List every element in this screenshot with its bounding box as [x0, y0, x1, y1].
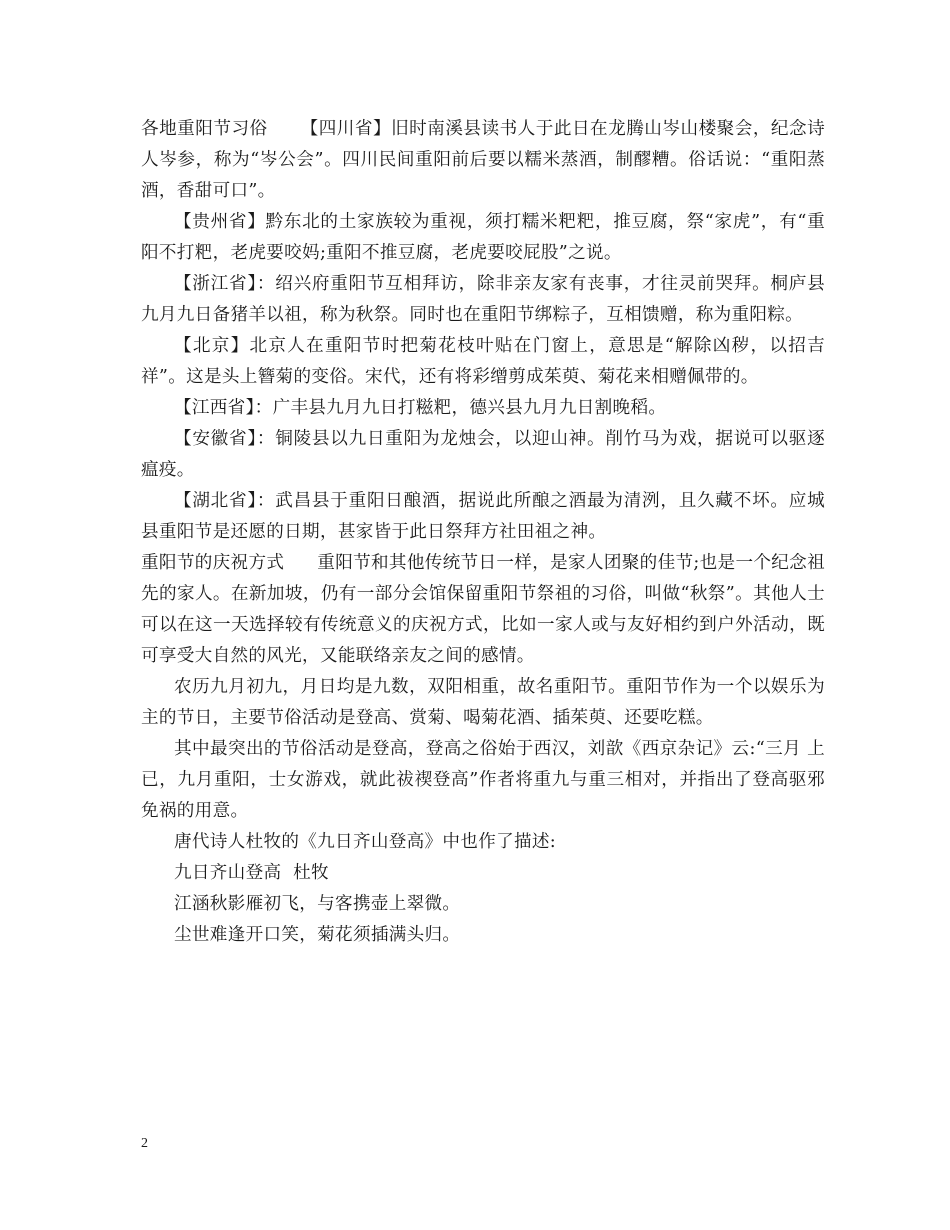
customs-guizhou-paragraph: 【贵州省】黔东北的土家族较为重视，须打糯米粑粑，推豆腐，祭“家虎”，有“重阳不打粑，老虎要咬妈;重阳不推豆腐，老虎要咬屁股”之说。	[141, 212, 825, 263]
poem-line-1: 江涵秋影雁初飞，与客携壶上翠微。	[174, 894, 461, 914]
customs-jiangxi-paragraph: 【江西省】：广丰县九月九日打糍粑，德兴县九月九日割晚稻。	[174, 398, 667, 418]
poem-line-2: 尘世难逢开口笑，菊花须插满头归。	[174, 925, 461, 945]
customs-sichuan-text: 【四川省】旧时南溪县读书人于此日在龙腾山岑山楼聚会，纪念诗人岑参，称为“岑公会”。四川民间重阳前后要以糯米蒸酒，制醪糟。俗话说：“重阳蒸酒，香甜可口”。	[141, 119, 825, 201]
customs-hubei-paragraph: 【湖北省】：武昌县于重阳日酿酒，据说此所酿之酒最为清洌，且久藏不坏。应城县重阳节是还愿的日期，甚家皆于此日祭拜方社田祖之神。	[141, 491, 825, 542]
customs-intro-paragraph	[141, 114, 825, 207]
customs-beijing-paragraph: 【北京】北京人在重阳节时把菊花枝叶贴在门窗上，意思是“解除凶秽，以招吉祥”。这是头上簪菊的变俗。宋代，还有将彩缯剪成茱萸、菊花来相赠佩带的。	[141, 336, 825, 387]
celebration-section-heading: 重阳节的庆祝方式	[141, 553, 285, 573]
page-number: 2	[141, 1136, 148, 1151]
celebration-double-ninth-paragraph: 农历九月初九，月日均是九数，双阳相重，故名重阳节。重阳节作为一个以娱乐为主的节日，主要节俗活动是登高、赏菊、喝菊花酒、插茱萸、还要吃糕。	[141, 677, 825, 728]
page-body	[141, 114, 825, 951]
celebration-intro-paragraph	[141, 548, 825, 672]
customs-section-heading: 各地重阳节习俗	[141, 119, 268, 139]
celebration-dumu-paragraph: 唐代诗人杜牧的《九日齐山登高》中也作了描述:	[174, 832, 556, 852]
celebration-climbing-paragraph: 其中最突出的节俗活动是登高，登高之俗始于西汉，刘歆《西京杂记》云:“三月 上已，九月重阳，士女游戏，就此祓禊登高”作者将重九与重三相对，并指出了登高驱邪免祸的用意。	[141, 739, 825, 821]
customs-anhui-paragraph: 【安徽省】：铜陵县以九日重阳为龙烛会，以迎山神。削竹马为戏，据说可以驱逐瘟疫。	[141, 429, 825, 480]
celebration-intro-text: 重阳节和其他传统节日一样，是家人团聚的佳节;也是一个纪念祖先的家人。在新加坡，仍有一部分会馆保留重阳节祭祖的习俗，叫做“秋祭”。其他人士可以在这一天选择较有传统意义的庆祝方式，比如一家人或与友好相约到户外活动，既可享受大自然的风光，又能联络亲友之间的感情。	[141, 553, 825, 666]
poem-title: 九日齐山登高 杜牧	[174, 863, 329, 883]
customs-zhejiang-paragraph: 【浙江省】：绍兴府重阳节互相拜访，除非亲友家有丧事，才往灵前哭拜。桐庐县九月九日备猪羊以祖，称为秋祭。同时也在重阳节绑粽子，互相馈赠，称为重阳粽。	[141, 274, 825, 325]
